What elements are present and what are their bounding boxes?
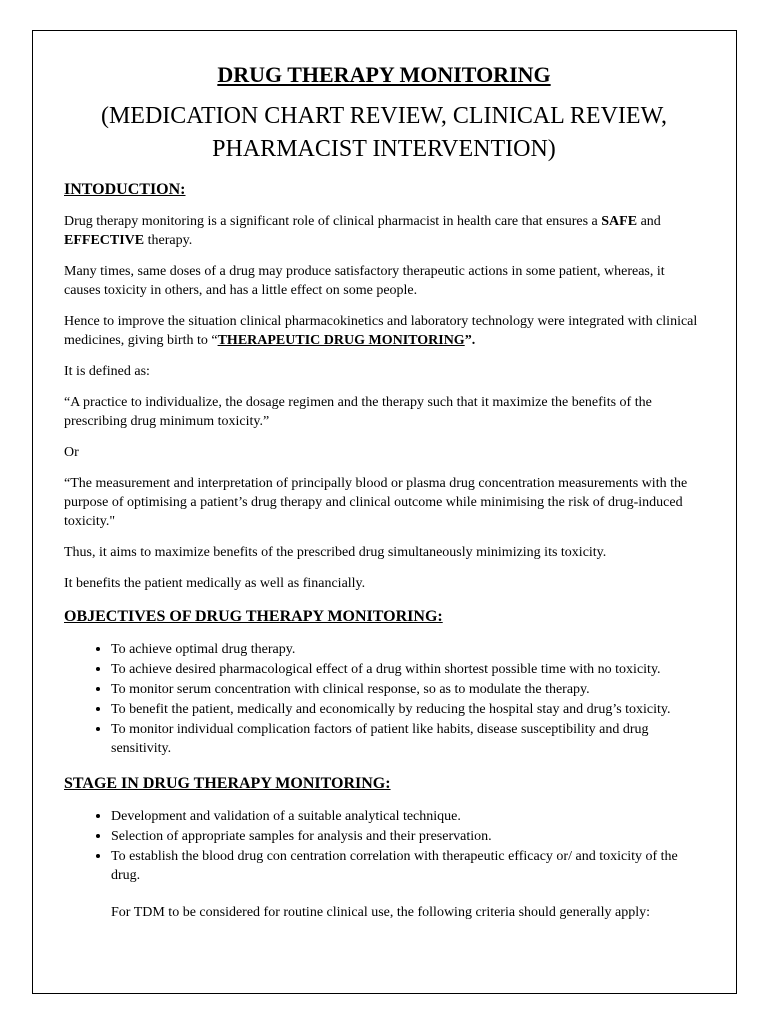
list-item: • To achieve optimal drug therapy. xyxy=(111,639,704,659)
or-text: Or xyxy=(64,445,79,460)
intro-paragraph-4: It is defined as: xyxy=(64,364,150,379)
list-item: • Selection of appropriate samples for analysis and their preservation. xyxy=(111,826,704,846)
text-run: and xyxy=(637,214,661,229)
intro-heading: INTODUCTION: xyxy=(64,181,186,198)
list-item: • To achieve desired pharmacological effect of a drug within shortest possible time with no toxicity. xyxy=(111,659,704,679)
objectives-heading: OBJECTIVES OF DRUG THERAPY MONITORING: xyxy=(64,608,443,625)
stages-heading: STAGE IN DRUG THERAPY MONITORING: xyxy=(64,775,391,792)
intro-paragraph-2: Many times, same doses of a drug may produce satisfactory therapeutic actions in some patient, whereas, it causes toxicity in others, and has a little effect on some people. xyxy=(64,264,665,298)
text-run: Drug therapy monitoring is a significant role of clinical pharmacist in health care that ensures a xyxy=(64,214,602,229)
intro-paragraph-1 xyxy=(64,212,704,250)
definition-2: “The measurement and interpretation of principally blood or plasma drug concentration measurements with the purpose of optimising a patient’s drug therapy and clinical outcome while minimising the risk of drug-induced toxicity." xyxy=(64,476,688,529)
effective-emphasis: EFFECTIVE xyxy=(64,233,145,248)
intro-paragraph-9: It benefits the patient medically as well as financially. xyxy=(64,576,366,591)
text-run: therapy. xyxy=(144,233,193,248)
safe-emphasis: SAFE xyxy=(601,214,638,229)
list-item: • To monitor individual complication factors of patient like habits, disease susceptibility and drug sensitivity. xyxy=(111,719,704,758)
list-item: • Development and validation of a suitable analytical technique. xyxy=(111,806,704,826)
document-body xyxy=(64,60,704,922)
tdm-term: THERAPEUTIC DRUG MONITORING xyxy=(217,333,465,348)
intro-paragraph-8: Thus, it aims to maximize benefits of the prescribed drug simultaneously minimizing its toxicity. xyxy=(64,545,607,560)
definition-1: “A practice to individualize, the dosage regimen and the therapy such that it maximize the benefits of the prescribing drug minimum toxicity.” xyxy=(64,395,652,429)
text-run: ”. xyxy=(464,333,476,348)
stages-list xyxy=(64,806,704,885)
document-title: DRUG THERAPY MONITORING xyxy=(217,62,551,87)
list-item: • To benefit the patient, medically and economically by reducing the hospital stay and drug’s toxicity. xyxy=(111,699,704,719)
intro-paragraph-3 xyxy=(64,312,704,350)
criteria-note: For TDM to be considered for routine clinical use, the following criteria should generally apply: xyxy=(111,905,650,920)
text-run: Hence to improve the situation clinical pharmacokinetics and laboratory technology were integrated with clinical medicines, giving birth to “ xyxy=(64,314,698,348)
document-subtitle: (MEDICATION CHART REVIEW, CLINICAL REVIEW, PHARMACIST INTERVENTION) xyxy=(100,103,668,162)
list-item: • To establish the blood drug con centration correlation with therapeutic efficacy or/ and toxicity of the drug. xyxy=(111,846,704,885)
objectives-list xyxy=(64,639,704,758)
list-item: • To monitor serum concentration with clinical response, so as to modulate the therapy. xyxy=(111,679,704,699)
